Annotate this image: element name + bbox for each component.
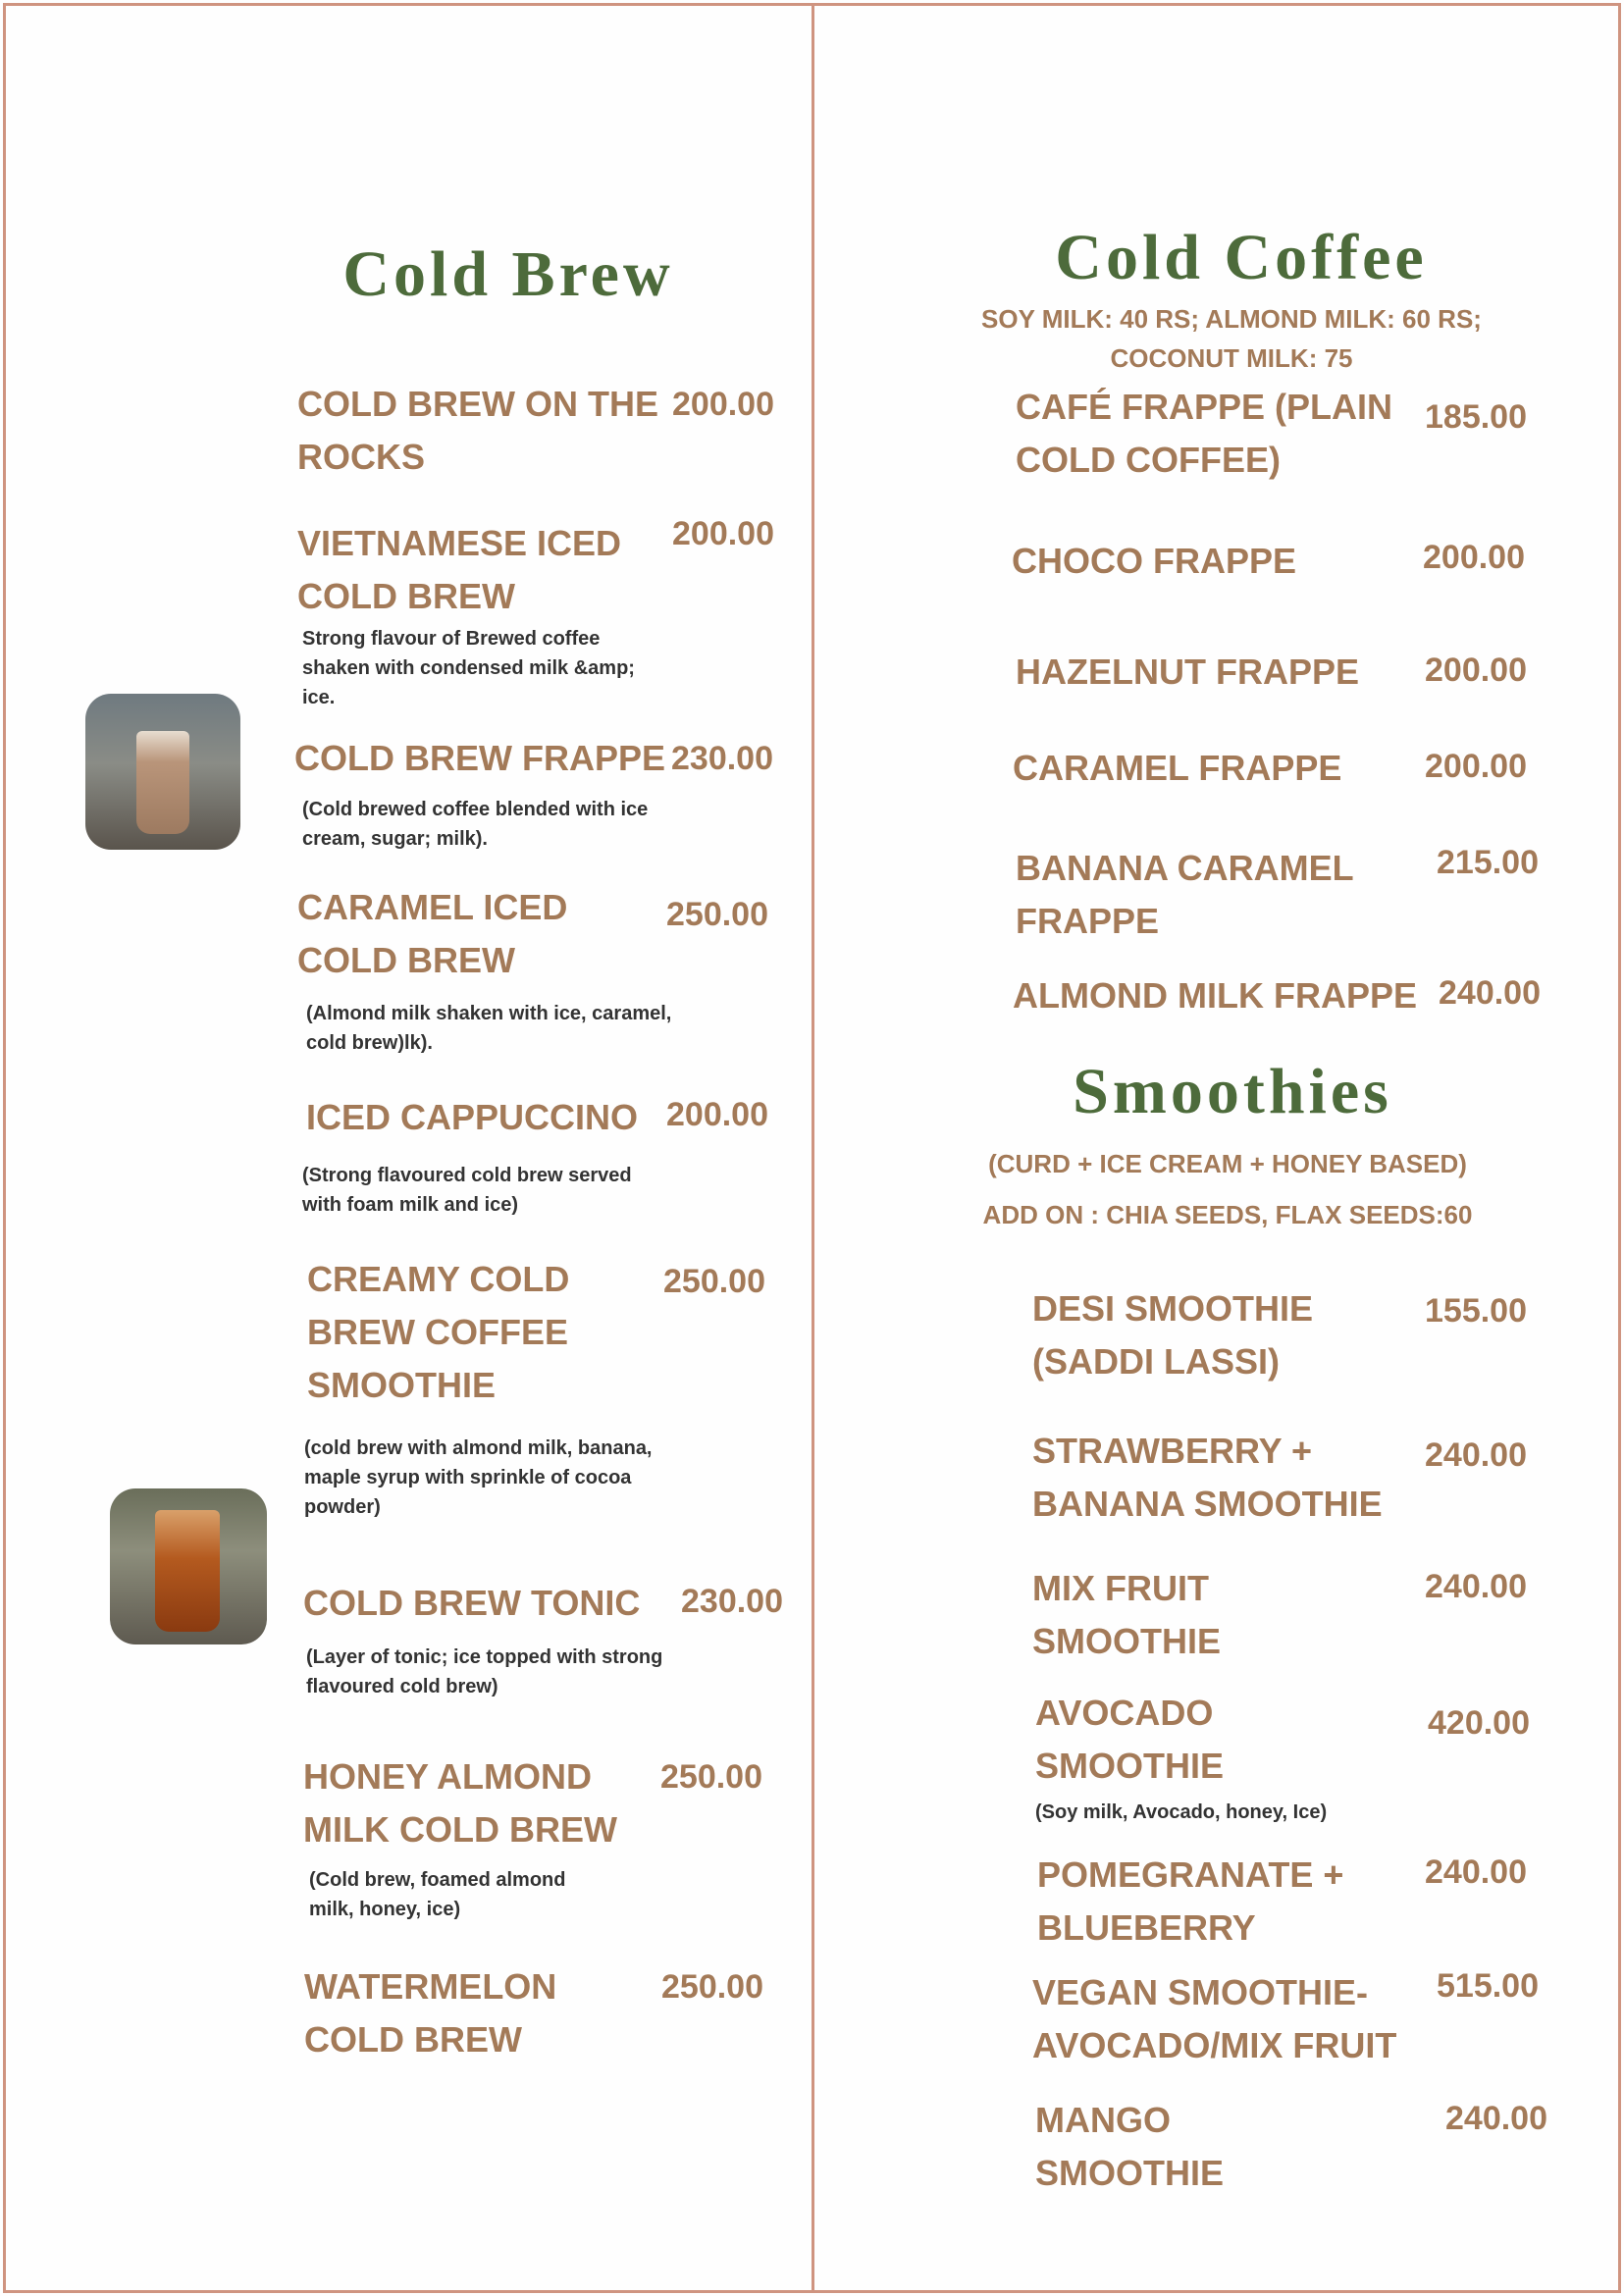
subtitle-line: SOY MILK: 40 RS; ALMOND MILK: 60 RS;: [981, 304, 1482, 334]
column-divider: [812, 3, 814, 2293]
section-title-cold-coffee: Cold Coffee: [1055, 222, 1428, 293]
item-name-line: COLD COFFEE): [1016, 440, 1281, 480]
description-line: ice.: [302, 687, 336, 708]
item-name: [1012, 535, 1296, 588]
subtitle-line: ADD ON : CHIA SEEDS, FLAX SEEDS:60: [982, 1200, 1473, 1229]
item-price: 250.00: [666, 896, 768, 933]
description-line: (cold brew with almond milk, banana,: [304, 1437, 653, 1459]
description-line: milk, honey, ice): [309, 1899, 461, 1920]
item-name-line: HONEY ALMOND: [303, 1756, 593, 1797]
item-name-line: COLD BREW: [297, 940, 515, 980]
item-name: [297, 881, 567, 987]
item-name-line: BANANA SMOOTHIE: [1032, 1484, 1383, 1524]
item-price: 240.00: [1439, 974, 1541, 1012]
item-description: [309, 1865, 566, 1924]
subtitle-line: (CURD + ICE CREAM + HONEY BASED): [988, 1149, 1467, 1178]
item-name-line: MIX FRUIT: [1032, 1568, 1209, 1608]
item-price: 250.00: [663, 1263, 765, 1300]
smoothies-subtitle: [983, 1138, 1473, 1240]
description-line: Strong flavour of Brewed coffee: [302, 628, 601, 650]
item-name: [1013, 969, 1417, 1022]
item-price: 200.00: [666, 1096, 768, 1133]
item-name-line: COLD BREW ON THE: [297, 384, 658, 424]
item-name-line: MANGO: [1035, 2100, 1171, 2140]
item-name: [304, 1960, 556, 2066]
item-name-line: CARAMEL FRAPPE: [1013, 748, 1342, 788]
item-price: 230.00: [681, 1583, 783, 1620]
item-name-line: ROCKS: [297, 437, 426, 477]
description-line: (Cold brewed coffee blended with ice: [302, 799, 649, 820]
description-line: (Soy milk, Avocado, honey, Ice): [1035, 1801, 1328, 1823]
item-price: 240.00: [1425, 1853, 1527, 1891]
item-name: [303, 1750, 617, 1856]
item-description: [1035, 1798, 1327, 1827]
item-name-line: SMOOTHIE: [1032, 1621, 1222, 1661]
item-name-line: SMOOTHIE: [1035, 2153, 1225, 2193]
item-name-line: HAZELNUT FRAPPE: [1016, 652, 1359, 692]
item-name: [1032, 1966, 1396, 2072]
item-price: 155.00: [1425, 1292, 1527, 1330]
item-name-line: STRAWBERRY +: [1032, 1431, 1313, 1471]
item-name: [297, 517, 621, 623]
item-name-line: POMEGRANATE +: [1037, 1854, 1344, 1895]
subtitle-line: COCONUT MILK: 75: [1110, 343, 1353, 373]
item-name: [1032, 1425, 1383, 1531]
item-name-line: FRAPPE: [1016, 901, 1160, 941]
item-price: 200.00: [672, 386, 774, 423]
cold-brew-tonic-photo: [110, 1488, 267, 1644]
item-price: 200.00: [1425, 748, 1527, 785]
item-name-line: COLD BREW TONIC: [303, 1583, 641, 1623]
item-name: [1013, 742, 1341, 795]
item-name-line: COLD BREW: [297, 576, 515, 616]
description-line: cold brew)lk).: [306, 1032, 433, 1054]
item-name: [294, 732, 665, 785]
description-line: (Almond milk shaken with ice, caramel,: [306, 1003, 672, 1024]
item-name: [1016, 842, 1354, 948]
item-name-line: AVOCADO: [1035, 1693, 1214, 1733]
item-name: [303, 1577, 640, 1630]
description-line: flavoured cold brew): [306, 1676, 498, 1697]
item-description: [302, 1161, 632, 1220]
cold-coffee-subtitle: [981, 299, 1482, 378]
item-name: [1037, 1849, 1343, 1955]
item-name: [1032, 1562, 1221, 1668]
item-name: [306, 1091, 638, 1144]
item-name-line: COLD BREW FRAPPE: [294, 738, 665, 778]
item-description: [302, 624, 635, 712]
item-name-line: CREAMY COLD: [307, 1259, 570, 1299]
item-name-line: WATERMELON: [304, 1966, 557, 2007]
item-price: 240.00: [1425, 1568, 1527, 1605]
item-name-line: BLUEBERRY: [1037, 1907, 1256, 1948]
item-name-line: VIETNAMESE ICED: [297, 523, 622, 563]
description-line: powder): [304, 1496, 381, 1518]
item-price: 250.00: [660, 1758, 762, 1796]
description-line: (Cold brew, foamed almond: [309, 1869, 566, 1891]
item-name-line: AVOCADO/MIX FRUIT: [1032, 2025, 1397, 2065]
item-price: 200.00: [1425, 652, 1527, 689]
item-name-line: ICED CAPPUCCINO: [306, 1097, 639, 1137]
item-name: [297, 378, 658, 484]
item-name-line: VEGAN SMOOTHIE-: [1032, 1972, 1369, 2012]
item-price: 240.00: [1445, 2100, 1547, 2137]
item-price: 420.00: [1428, 1704, 1530, 1742]
description-line: (Strong flavoured cold brew served: [302, 1165, 632, 1186]
item-name-line: SMOOTHIE: [307, 1365, 497, 1405]
cold-brew-frappe-photo: [85, 694, 240, 850]
item-name: [307, 1253, 569, 1412]
item-name-line: SMOOTHIE: [1035, 1746, 1225, 1786]
item-name-line: DESI SMOOTHIE: [1032, 1288, 1314, 1329]
description-line: with foam milk and ice): [302, 1194, 519, 1216]
section-title-cold-brew: Cold Brew: [342, 238, 674, 310]
item-price: 200.00: [672, 515, 774, 552]
item-description: [302, 795, 648, 854]
description-line: maple syrup with sprinkle of cocoa: [304, 1467, 632, 1488]
item-description: [306, 999, 671, 1058]
item-price: 230.00: [671, 740, 773, 777]
item-name-line: BANANA CARAMEL: [1016, 848, 1354, 888]
item-name-line: BREW COFFEE: [307, 1312, 568, 1352]
item-description: [304, 1434, 653, 1522]
item-name: [1016, 381, 1392, 487]
section-title-smoothies: Smoothies: [1073, 1056, 1392, 1127]
item-name-line: COLD BREW: [304, 2019, 522, 2060]
description-line: cream, sugar; milk).: [302, 828, 488, 850]
item-name-line: CHOCO FRAPPE: [1012, 541, 1297, 581]
item-name-line: CAFÉ FRAPPE (PLAIN: [1016, 387, 1393, 427]
item-name-line: ALMOND MILK FRAPPE: [1013, 975, 1417, 1016]
item-name: [1035, 1687, 1224, 1793]
item-price: 215.00: [1437, 844, 1539, 881]
item-description: [306, 1643, 662, 1701]
item-name: [1032, 1282, 1313, 1388]
item-price: 185.00: [1425, 398, 1527, 436]
description-line: (Layer of tonic; ice topped with strong: [306, 1646, 663, 1668]
item-price: 515.00: [1437, 1967, 1539, 2005]
item-price: 200.00: [1423, 539, 1525, 576]
item-name: [1035, 2094, 1224, 2200]
item-name-line: MILK COLD BREW: [303, 1809, 617, 1850]
item-name-line: CARAMEL ICED: [297, 887, 568, 927]
description-line: shaken with condensed milk &amp;: [302, 657, 635, 679]
item-price: 250.00: [661, 1968, 763, 2006]
item-price: 240.00: [1425, 1436, 1527, 1474]
item-name-line: (SADDI LASSI): [1032, 1341, 1280, 1382]
item-name: [1016, 646, 1359, 699]
